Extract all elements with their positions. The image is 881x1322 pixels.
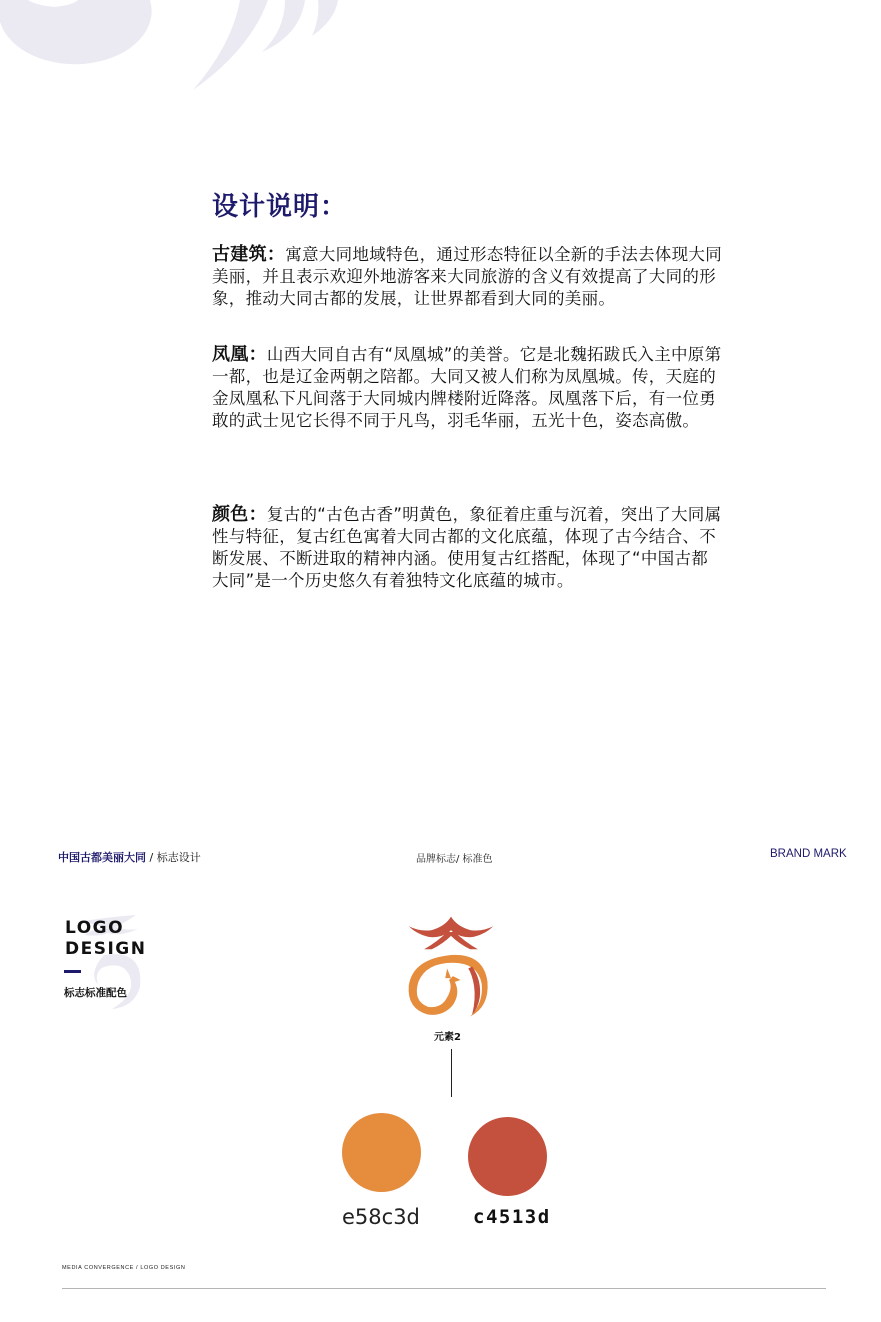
paragraph-color xyxy=(212,504,722,592)
design-description-title: 设计说明： xyxy=(212,192,348,222)
section-name: 标志设计 xyxy=(156,851,201,864)
logo-design-title-line1: LOGO xyxy=(65,918,125,938)
paragraph-architecture xyxy=(212,244,722,310)
paragraph-heading: 古建筑： xyxy=(212,244,286,265)
color-swatch-red xyxy=(468,1117,547,1196)
paragraph-body: 山西大同自古有“凤凰城”的美誉。它是北魏拓跋氏入主中原第一都，也是辽金两朝之陪都。大同又被人们称为凤凰城。传，天庭的金凤凰私下凡间落于大同城内牌楼附近降落。凤凰落下后，有一位勇敢的武士见它长得不同于凡鸟，羽毛华丽，五光十色，姿态高傲。 xyxy=(212,345,722,430)
phoenix-pagoda-logo-icon xyxy=(403,912,499,1024)
phoenix-watermark-icon xyxy=(0,0,360,100)
paragraph-phoenix xyxy=(212,344,722,432)
logo-design-subtitle: 标志标准配色 xyxy=(64,987,127,999)
paragraph-body: 寓意大同地域特色，通过形态特征以全新的手法去体现大同美丽，并且表示欢迎外地游客来大同旅游的含义有效提高了大同的形象，推动大同古都的发展，让世界都看到大同的美丽。 xyxy=(212,245,723,308)
color-swatch-orange-label: e58c3d xyxy=(342,1205,420,1229)
paragraph-body: 复古的“古色古香”明黄色，象征着庄重与沉着，突出了大同属性与特征，复古红色寓着大同古都的文化底蕴，体现了古今结合、不断发展、不断进取的精神内涵。使用复古红搭配，体现了“中国古都大同”是一个历史悠久有着独特文化底蕴的城市。 xyxy=(212,505,722,590)
logo-design-title-line2: DESIGN xyxy=(65,939,147,959)
color-swatch-red-label: c4513d xyxy=(473,1206,551,1228)
header-subsection: 品牌标志/ 标准色 xyxy=(416,854,493,865)
paragraph-heading: 凤凰： xyxy=(212,344,267,365)
footer-caption: MEDIA CONVERGENCE / LOGO DESIGN xyxy=(62,1265,186,1271)
breadcrumb-separator: / xyxy=(146,851,157,864)
connector-line xyxy=(451,1049,452,1097)
paragraph-heading: 颜色： xyxy=(212,504,267,525)
footer-divider xyxy=(62,1288,826,1289)
header-breadcrumb xyxy=(58,849,201,865)
logo-design-title xyxy=(65,918,146,960)
logo-element-label: 元素2 xyxy=(434,1032,461,1043)
header-brand-mark: BRAND MARK xyxy=(770,848,847,860)
color-swatch-orange xyxy=(342,1113,421,1192)
brand-name: 中国古都美丽大同 xyxy=(58,851,146,864)
accent-bar xyxy=(64,970,81,973)
